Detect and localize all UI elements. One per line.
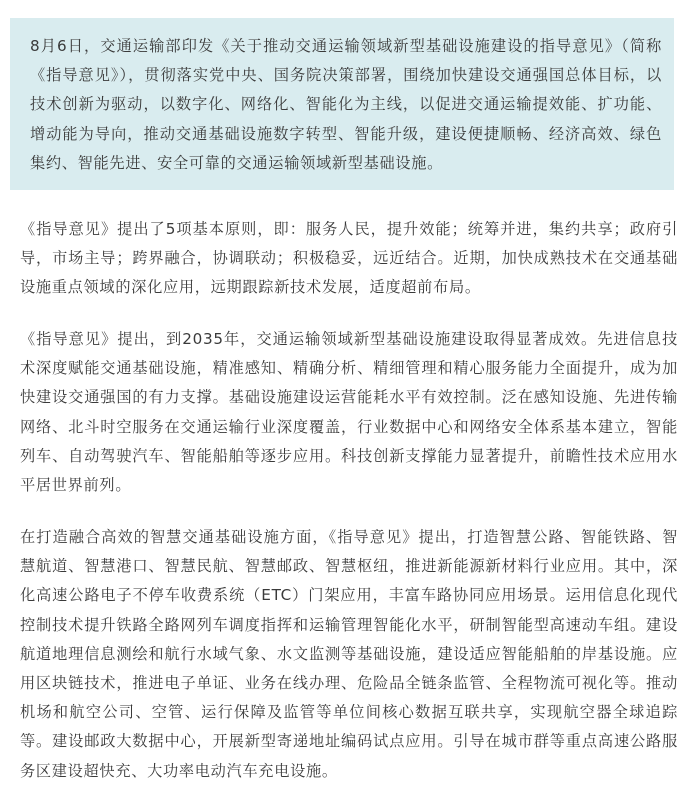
paragraph-text: 《指导意见》提出了5项基本原则，即：服务人民，提升效能；统筹并进，集约共享；政府引导，市场主导；跨界融合，协调联动；积极稳妥，远近结合。近期，加快成熟技术在交通基础设施重点领域的深化应用，远期跟踪新技术发展，适度超前布局。 <box>20 220 678 297</box>
paragraph-text: 在打造融合高效的智慧交通基础设施方面，《指导意见》提出，打造智慧公路、智能铁路、智慧航道、智慧港口、智慧民航、智慧邮政、智慧枢纽，推进新能源新材料行业应用。其中，深化高速公路电子不停车收费系统（ETC）门架应用，丰富车路协同应用场景。运用信息化现代控制技术提升铁路全路网列车调度指挥和运输管理智能化水平，研制智能型高速动车组。建设航道地理信息测绘和航行水域气象、水文监测等基础设施，建设适应智能船舶的岸基设施。应用区块链技术，推进电子单证、业务在线办理、危险品全链条监管、全程物流可视化等。推动机场和航空公司、空管、运行保障及监管等单位间核心数据互联共享，实现航空器全球追踪等。建设邮政大数据中心，开展新型寄递地址编码试点应用。引导在城市群等重点高速公路服务区建设超快充、大功率电动汽车充电设施。 <box>20 528 678 780</box>
paragraph-goals-2035 <box>20 325 678 500</box>
paragraph-smart-infrastructure <box>20 523 678 786</box>
highlight-box <box>10 18 674 190</box>
highlight-paragraph: 8月6日，交通运输部印发《关于推动交通运输领域新型基础设施建设的指导意见》（简称《指导意见》），贯彻落实党中央、国务院决策部署，围绕加快建设交通强国总体目标，以技术创新为驱动，以数字化、网络化、智能化为主线，以促进交通运输提效能、扩功能、增动能为导向，推动交通基础设施数字转型、智能升级，建设便捷顺畅、经济高效、绿色集约、智能先进、安全可靠的交通运输领域新型基础设施。 <box>30 37 662 172</box>
paragraph-text: 《指导意见》提出，到2035年，交通运输领域新型基础设施建设取得显著成效。先进信息技术深度赋能交通基础设施，精准感知、精确分析、精细管理和精心服务能力全面提升，成为加快建设交通强国的有力支撑。基础设施建设运营能耗水平有效控制。泛在感知设施、先进传输网络、北斗时空服务在交通运输行业深度覆盖，行业数据中心和网络安全体系基本建立，智能列车、自动驾驶汽车、智能船舶等逐步应用。科技创新支撑能力显著提升，前瞻性技术应用水平居世界前列。 <box>20 330 678 495</box>
paragraph-principles <box>20 215 678 303</box>
